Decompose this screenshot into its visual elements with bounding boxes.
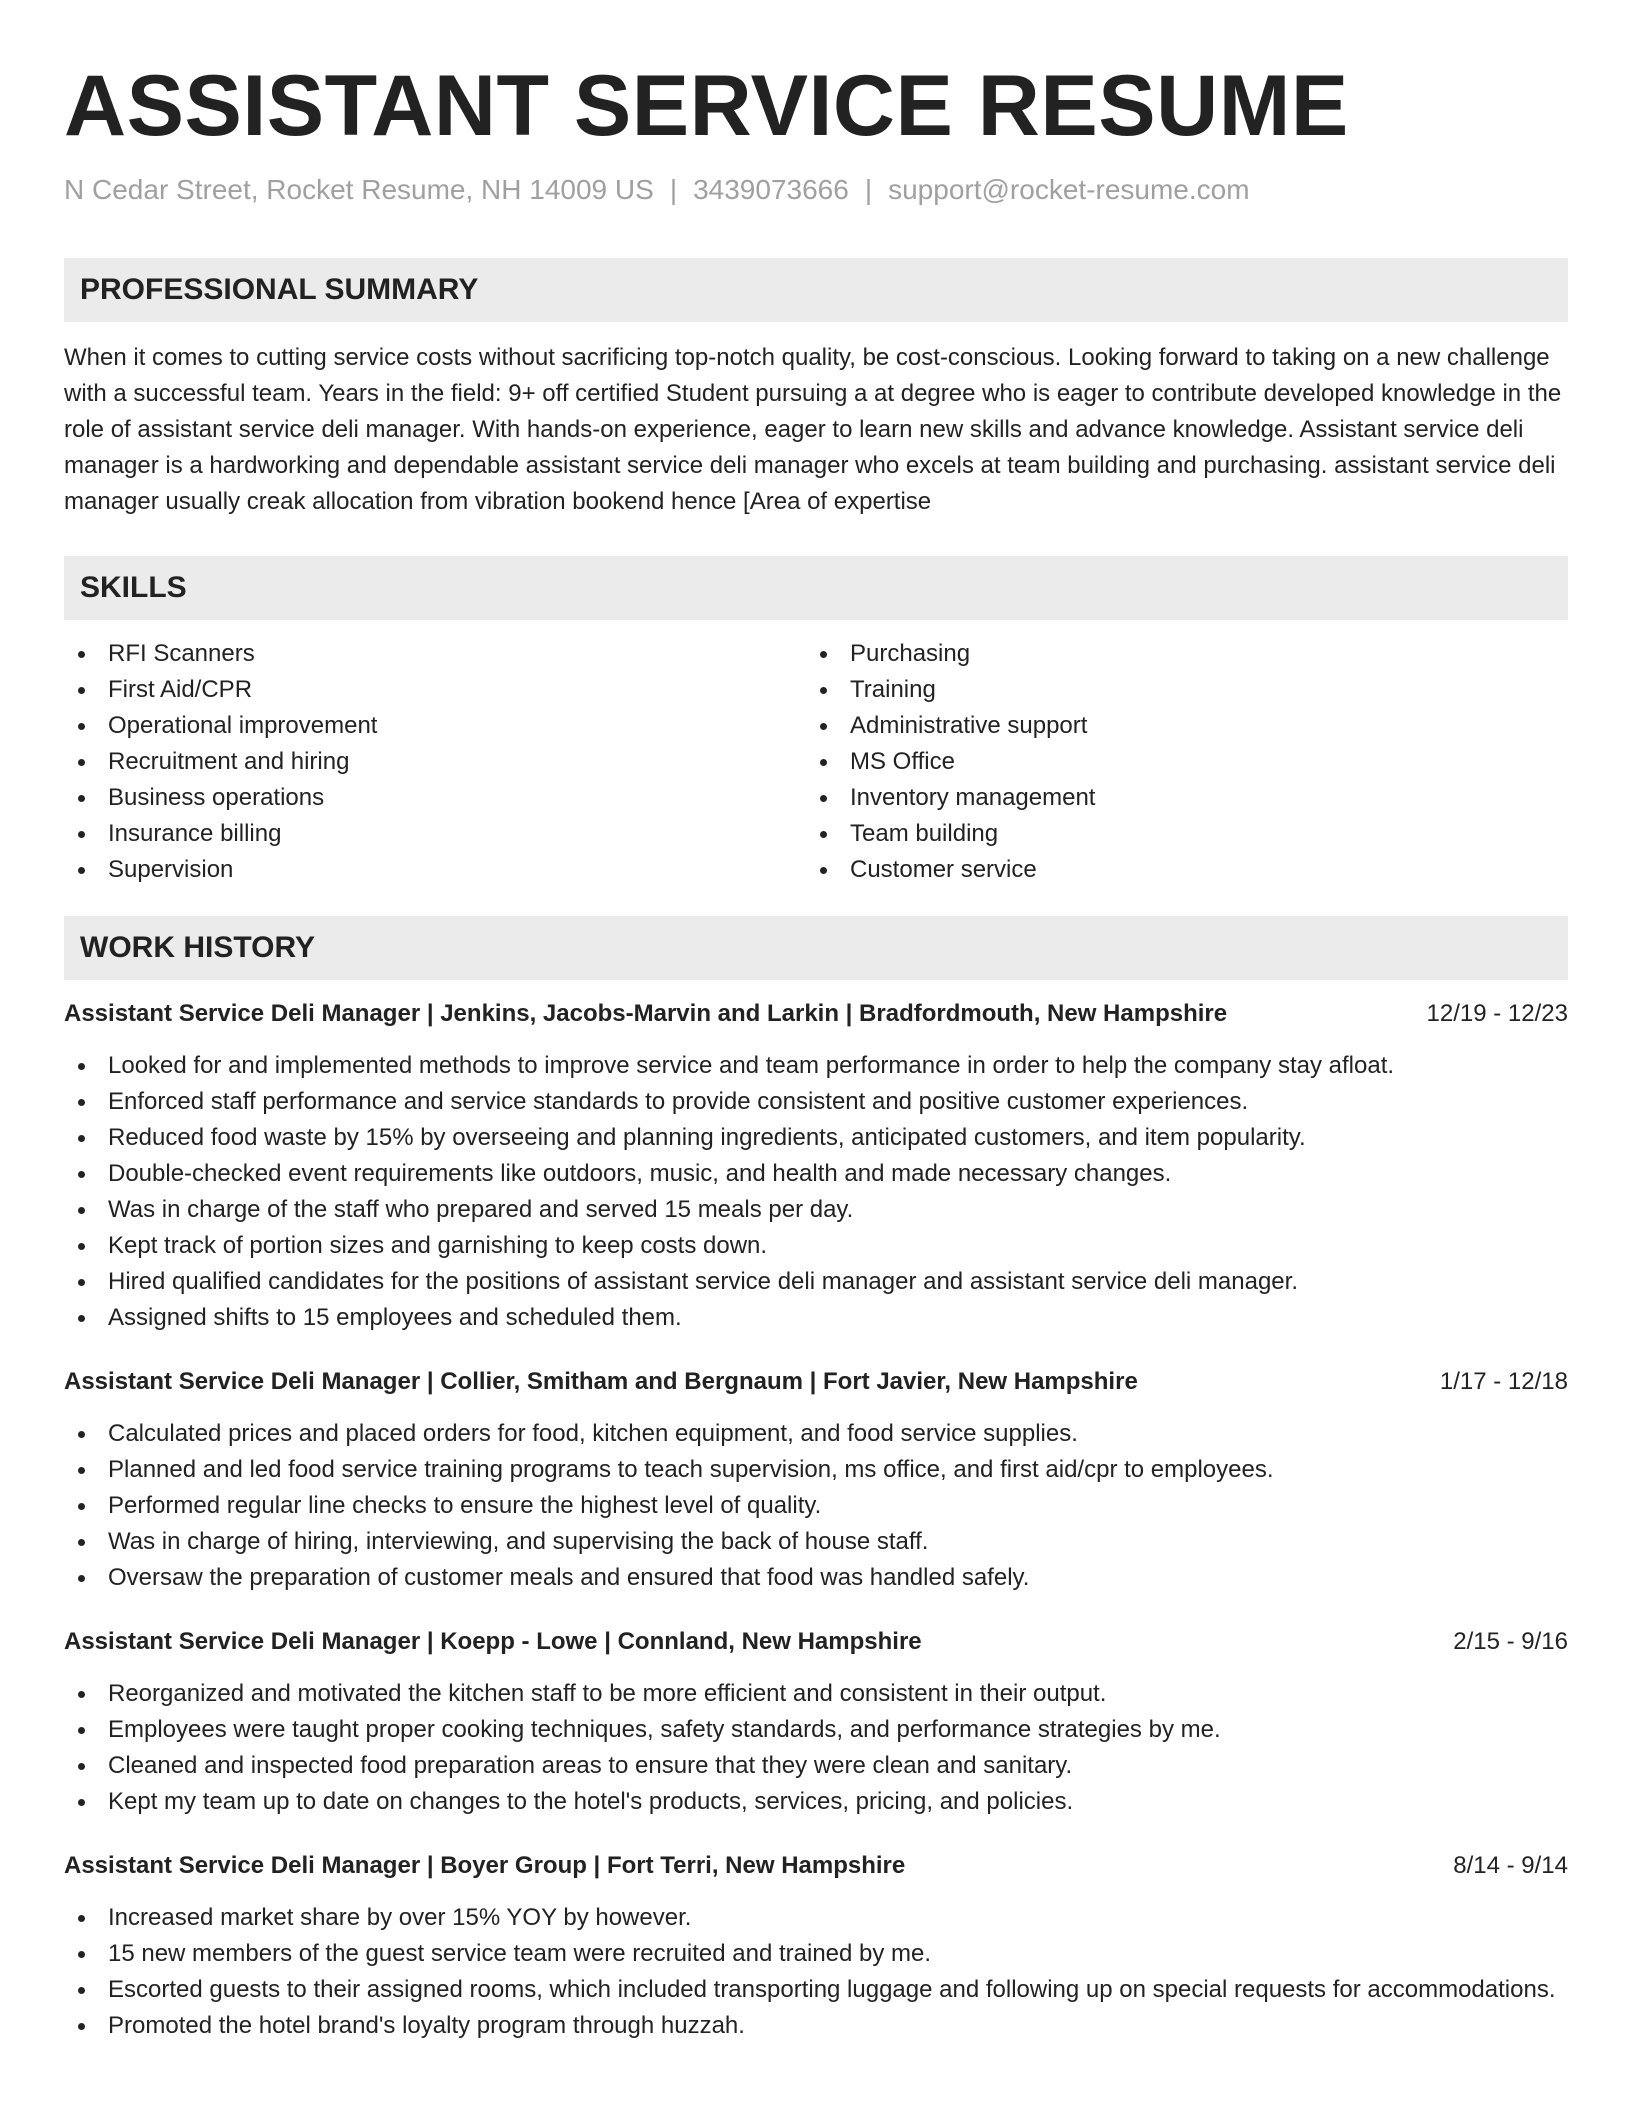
skills-list [64,636,1568,888]
job-bullet: Assigned shifts to 15 employees and scheduled them. [64,1300,1568,1336]
skill-item: Team building [806,816,1548,852]
job-bullet: Employees were taught proper cooking techniques, safety standards, and performance strategies by me. [64,1712,1568,1748]
job-entry [64,1624,1568,1820]
job-dates: 1/17 - 12/18 [1439,1368,1568,1395]
contact-separator: | [669,174,678,205]
job-title: Assistant Service Deli Manager | Boyer Group | Fort Terri, New Hampshire [64,1852,906,1879]
work-history-heading: WORK HISTORY [64,916,1568,980]
skill-item: Administrative support [806,708,1548,744]
job-dates: 12/19 - 12/23 [1426,1000,1568,1027]
skill-item: Inventory management [806,780,1548,816]
contact-email: support@rocket-resume.com [888,174,1250,205]
job-header [64,1364,1568,1400]
job-header [64,1848,1568,1884]
contact-address: N Cedar Street, Rocket Resume, NH 14009 US [64,174,654,205]
job-bullet: Cleaned and inspected food preparation areas to ensure that they were clean and sanitary. [64,1748,1568,1784]
skills-column-right [806,636,1548,888]
job-title: Assistant Service Deli Manager | Jenkins, Jacobs-Marvin and Larkin | Bradfordmouth, New Hampshire [64,1000,1228,1027]
summary-heading: PROFESSIONAL SUMMARY [64,258,1568,322]
skill-item: MS Office [806,744,1548,780]
job-bullet: Reduced food waste by 15% by overseeing and planning ingredients, anticipated customers, and item popularity. [64,1120,1568,1156]
resume-title: ASSISTANT SERVICE RESUME [64,58,1349,154]
job-bullet: Was in charge of the staff who prepared and served 15 meals per day. [64,1192,1568,1228]
skill-item: First Aid/CPR [64,672,806,708]
skill-item: Business operations [64,780,806,816]
skill-item: Supervision [64,852,806,888]
summary-text: When it comes to cutting service costs without sacrificing top-notch quality, be cost-conscious. Looking forward to taking on a new challenge with a successful team. Years in the field: 9+ off certified Student pursuing a at degree who is eager to contribute developed knowledge in the role of assistant service deli manager. With hands-on experience, eager to learn new skills and advance knowledge. Assistant service deli manager is a hardworking and dependable assistant service deli manager who excels at team building and purchasing. assistant service deli manager usually creak allocation from vibration bookend hence [Area of expertise [64,344,1562,515]
job-bullet: Escorted guests to their assigned rooms, which included transporting luggage and following up on special requests for accommodations. [64,1972,1568,2008]
job-bullet: Kept track of portion sizes and garnishing to keep costs down. [64,1228,1568,1264]
job-bullet: Reorganized and motivated the kitchen staff to be more efficient and consistent in their output. [64,1676,1568,1712]
skill-item: Insurance billing [64,816,806,852]
resume-page [64,0,1568,2044]
skills-column-left [64,636,806,888]
job-bullet: Performed regular line checks to ensure the highest level of quality. [64,1488,1568,1524]
job-header [64,996,1568,1032]
skill-item: Recruitment and hiring [64,744,806,780]
job-header [64,1624,1568,1660]
job-title: Assistant Service Deli Manager | Collier, Smitham and Bergnaum | Fort Javier, New Hampshire [64,1368,1138,1395]
skill-item: Operational improvement [64,708,806,744]
job-bullet: 15 new members of the guest service team were recruited and trained by me. [64,1936,1568,1972]
job-entry [64,996,1568,1336]
skills-heading: SKILLS [64,556,1568,620]
contact-separator: | [864,174,873,205]
job-bullets [64,1416,1568,1596]
skill-item: RFI Scanners [64,636,806,672]
contact-phone: 3439073666 [693,174,849,205]
job-bullets [64,1048,1568,1336]
job-bullet: Was in charge of hiring, interviewing, and supervising the back of house staff. [64,1524,1568,1560]
job-bullet: Kept my team up to date on changes to the hotel's products, services, pricing, and policies. [64,1784,1568,1820]
job-bullet: Enforced staff performance and service standards to provide consistent and positive customer experiences. [64,1084,1568,1120]
job-title: Assistant Service Deli Manager | Koepp - Lowe | Connland, New Hampshire [64,1628,922,1655]
job-dates: 2/15 - 9/16 [1453,1628,1568,1655]
skill-item: Customer service [806,852,1548,888]
job-bullets [64,1900,1568,2044]
skill-item: Purchasing [806,636,1548,672]
job-bullet: Promoted the hotel brand's loyalty program through huzzah. [64,2008,1568,2044]
job-bullet: Planned and led food service training programs to teach supervision, ms office, and first aid/cpr to employees. [64,1452,1568,1488]
job-bullet: Looked for and implemented methods to improve service and team performance in order to help the company stay afloat. [64,1048,1568,1084]
contact-line [64,172,1568,208]
job-bullet: Calculated prices and placed orders for food, kitchen equipment, and food service supplies. [64,1416,1568,1452]
work-history-list [64,996,1568,2044]
job-bullets [64,1676,1568,1820]
job-bullet: Increased market share by over 15% YOY by however. [64,1900,1568,1936]
job-bullet: Oversaw the preparation of customer meals and ensured that food was handled safely. [64,1560,1568,1596]
job-entry [64,1364,1568,1596]
job-entry [64,1848,1568,2044]
skill-item: Training [806,672,1548,708]
job-dates: 8/14 - 9/14 [1453,1852,1568,1879]
job-bullet: Double-checked event requirements like outdoors, music, and health and made necessary changes. [64,1156,1568,1192]
job-bullet: Hired qualified candidates for the positions of assistant service deli manager and assistant service deli manager. [64,1264,1568,1300]
